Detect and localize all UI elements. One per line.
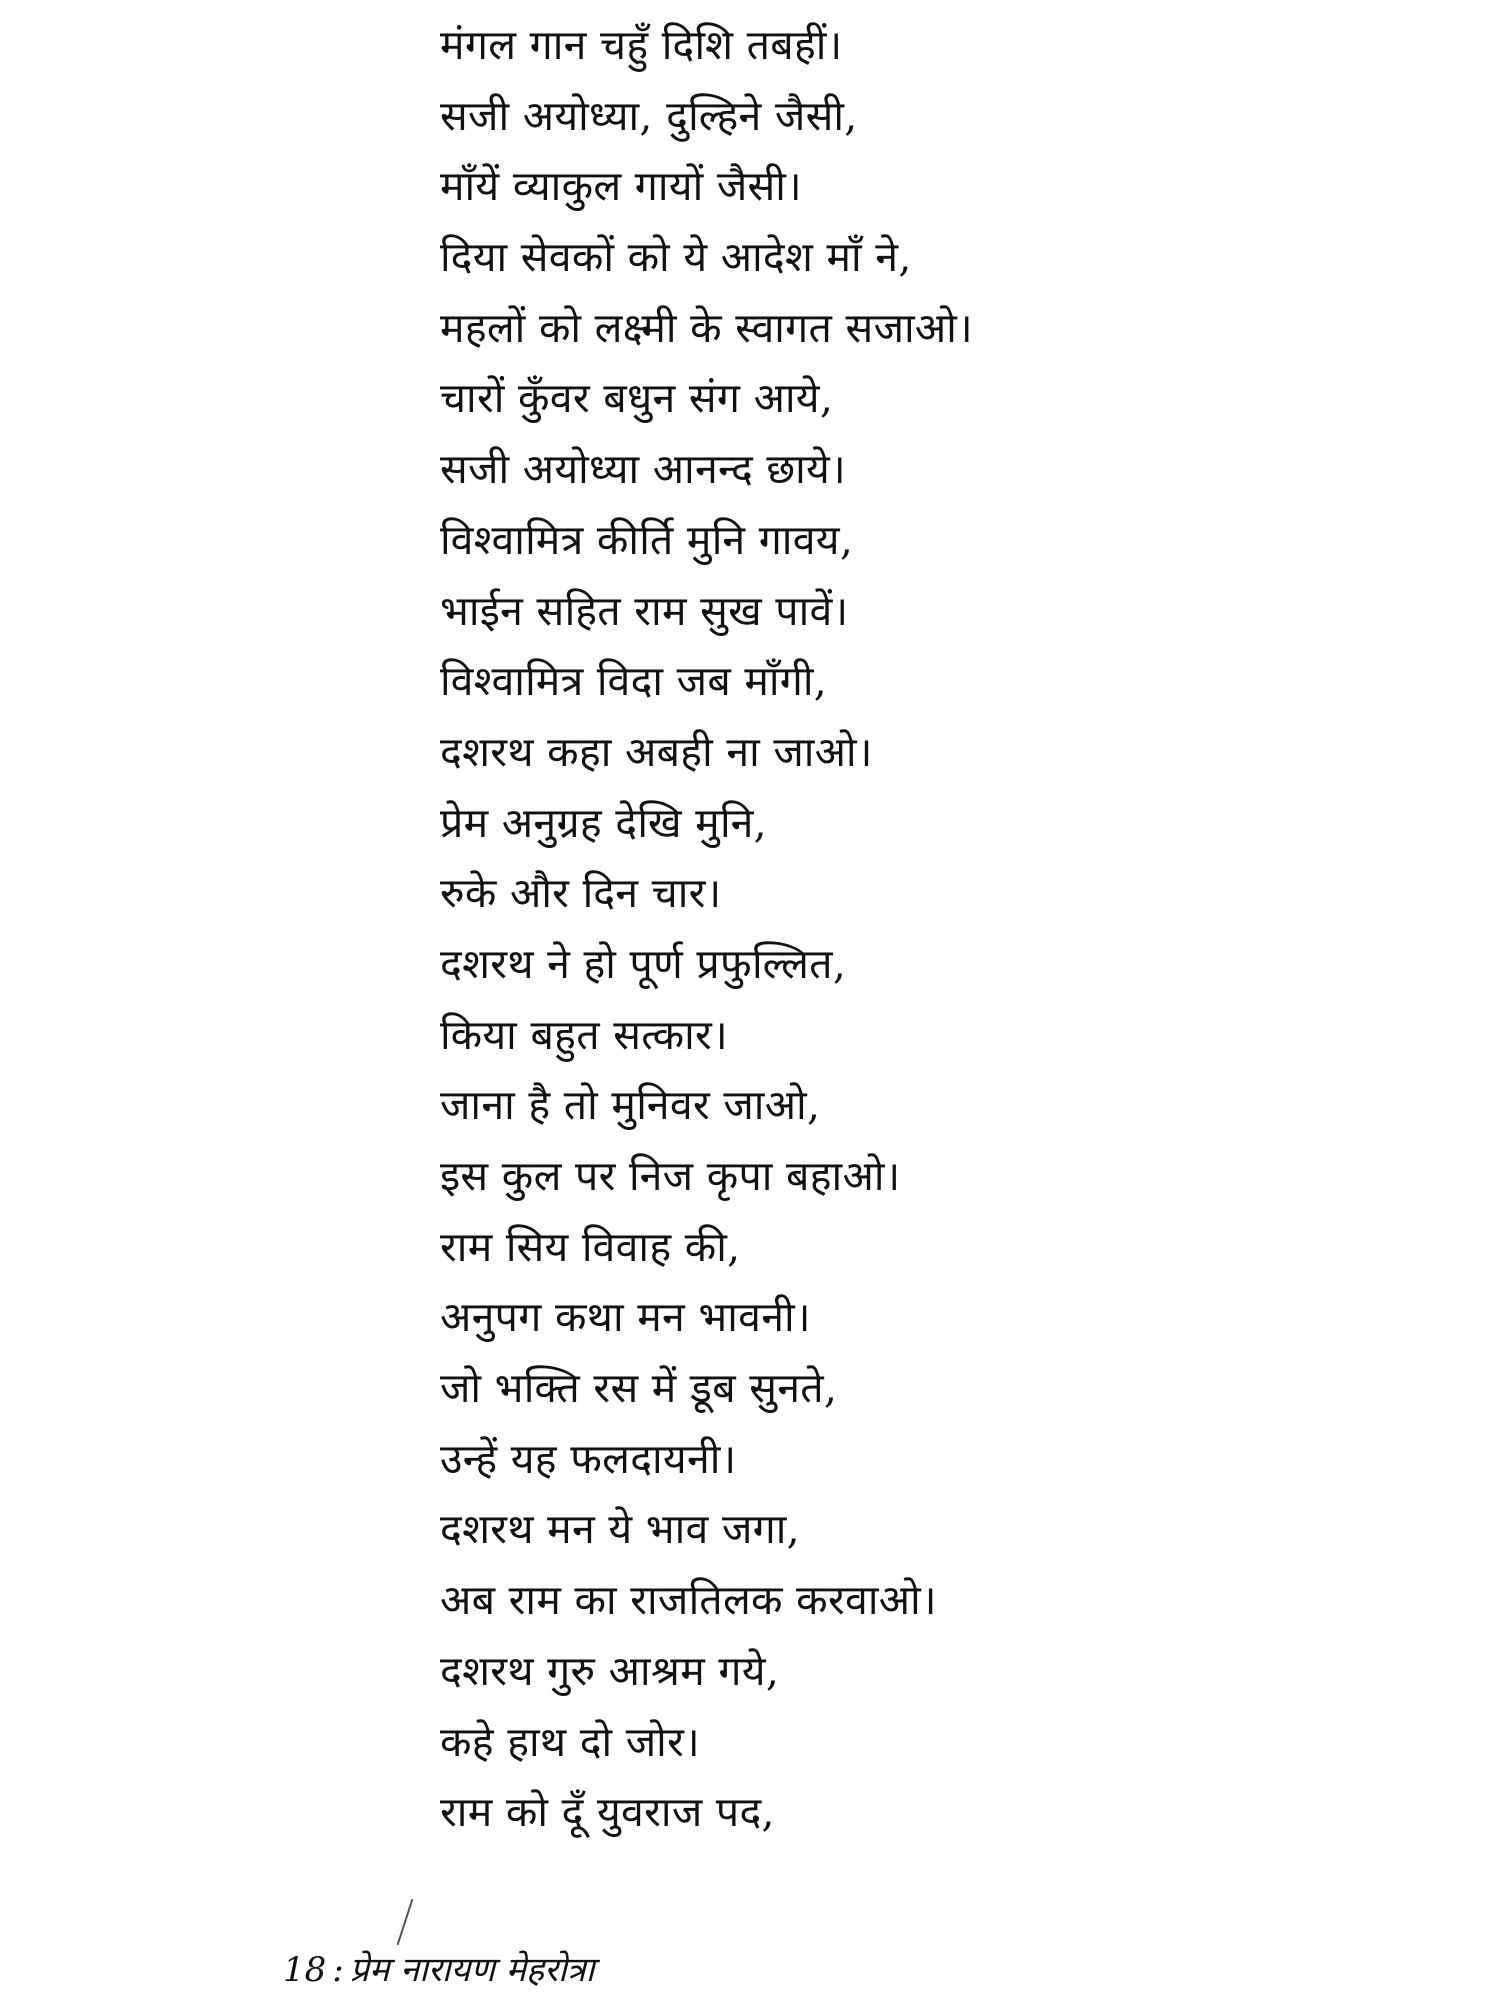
stray-pen-mark bbox=[397, 1899, 414, 1945]
author-name: प्रेम नारायण मेहरोत्रा bbox=[349, 1950, 595, 1990]
poem-line: अब राम का राजतिलक करवाओ। bbox=[440, 1576, 937, 1625]
poem-line: माँयें व्याकुल गायों जैसी। bbox=[440, 162, 803, 211]
footer-separator: : bbox=[332, 1950, 344, 1990]
poem-line: महलों को लक्ष्मी के स्वागत सजाओ। bbox=[440, 303, 973, 352]
poem-line: दशरथ कहा अबही ना जाओ। bbox=[440, 727, 873, 776]
poem-line: सजी अयोध्या, दुल्हिने जैसी, bbox=[440, 91, 858, 140]
poem-line: चारों कुँवर बधुन संग आये, bbox=[440, 374, 834, 423]
poem-line: रुके और दिन चार। bbox=[440, 869, 722, 918]
poem-line: अनुपग कथा मन भावनी। bbox=[440, 1293, 811, 1342]
poem-line: जाना है तो मुनिवर जाओ, bbox=[440, 1081, 821, 1130]
poem-line: दशरथ मन ये भाव जगा, bbox=[440, 1505, 800, 1554]
poem-line: जो भक्ति रस में डूब सुनते, bbox=[440, 1364, 838, 1413]
poem-line: सजी अयोध्या आनन्द छाये। bbox=[440, 445, 846, 494]
poem-line: किया बहुत सत्कार। bbox=[440, 1010, 728, 1059]
poem-line: विश्वामित्र कीर्ति मुनि गावय, bbox=[440, 515, 854, 564]
poem-line: कहे हाथ दो जोर। bbox=[440, 1717, 700, 1766]
poem-line: दशरथ गुरु आश्रम गये, bbox=[440, 1646, 780, 1695]
poem-line: दशरथ ने हो पूर्ण प्रफुल्लित, bbox=[440, 939, 847, 988]
poem-line: भाईन सहित राम सुख पावें। bbox=[440, 586, 849, 635]
poem-line: उन्हें यह फलदायनी। bbox=[440, 1434, 737, 1483]
poem-line: राम को दूँ युवराज पद, bbox=[440, 1788, 775, 1837]
poem-line: दिया सेवकों को ये आदेश माँ ने, bbox=[440, 233, 912, 282]
page-footer bbox=[283, 1948, 594, 1992]
poem-line: राम सिय विवाह की, bbox=[440, 1222, 741, 1271]
poem-line: इस कुल पर निज कृपा बहाओ। bbox=[440, 1152, 901, 1200]
poem-line: मंगल गान चहुँ दिशि तबहीं। bbox=[440, 21, 843, 69]
poem-body bbox=[440, 10, 1440, 1848]
poem-line: प्रेम अनुग्रह देखि मुनि, bbox=[440, 798, 767, 847]
poem-line: विश्वामित्र विदा जब माँगी, bbox=[440, 657, 828, 706]
page-number: 18 bbox=[283, 1950, 327, 1990]
